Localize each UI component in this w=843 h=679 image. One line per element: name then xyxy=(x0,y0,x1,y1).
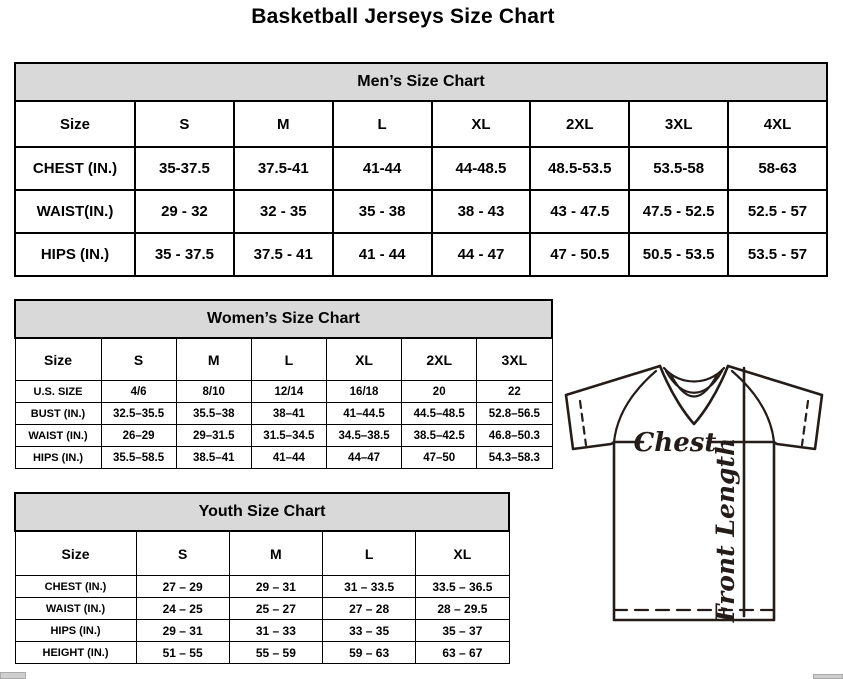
col-header: XL xyxy=(416,531,509,576)
cell: 29 – 31 xyxy=(136,620,229,642)
col-header: 2XL xyxy=(402,338,477,381)
cell: 38.5–42.5 xyxy=(402,425,477,447)
cell: 32.5–35.5 xyxy=(101,403,176,425)
left-cuff-stitch xyxy=(580,401,586,445)
row-label: U.S. SIZE xyxy=(15,381,101,403)
cell: 27 – 29 xyxy=(136,576,229,598)
col-header: 4XL xyxy=(728,101,827,147)
row-label: HIPS (IN.) xyxy=(15,620,136,642)
cell: 44-48.5 xyxy=(432,147,531,190)
col-header: L xyxy=(333,101,432,147)
cell: 35 – 37 xyxy=(416,620,509,642)
col-header: XL xyxy=(432,101,531,147)
cell: 44–47 xyxy=(326,447,401,469)
jersey-measurement-diagram xyxy=(556,358,838,630)
cell: 41 - 44 xyxy=(333,233,432,276)
table-row xyxy=(15,403,552,425)
cell: 29 - 32 xyxy=(135,190,234,233)
cell: 38.5–41 xyxy=(176,447,251,469)
cell: 33 – 35 xyxy=(323,620,416,642)
cell: 53.5 - 57 xyxy=(728,233,827,276)
horizontal-scrollbar-fragment-left[interactable] xyxy=(0,672,26,679)
cell: 32 - 35 xyxy=(234,190,333,233)
cell: 8/10 xyxy=(176,381,251,403)
cell: 34.5–38.5 xyxy=(326,425,401,447)
col-header: M xyxy=(229,531,322,576)
table-row xyxy=(15,190,827,233)
col-header: S xyxy=(101,338,176,381)
row-label: HIPS (IN.) xyxy=(15,447,101,469)
table-row xyxy=(15,233,827,276)
cell: 29–31.5 xyxy=(176,425,251,447)
page-title: Basketball Jerseys Size Chart xyxy=(251,5,555,28)
table-row xyxy=(15,576,509,598)
cell: 51 – 55 xyxy=(136,642,229,664)
col-header-size: Size xyxy=(15,531,136,576)
col-header: XL xyxy=(326,338,401,381)
cell: 53.5-58 xyxy=(629,147,728,190)
row-label: HEIGHT (IN.) xyxy=(15,642,136,664)
cell: 52.5 - 57 xyxy=(728,190,827,233)
right-cuff-stitch xyxy=(802,401,808,445)
cell: 20 xyxy=(402,381,477,403)
cell: 16/18 xyxy=(326,381,401,403)
cell: 38–41 xyxy=(251,403,326,425)
row-label: HIPS (IN.) xyxy=(15,233,135,276)
cell: 31 – 33 xyxy=(229,620,322,642)
cell: 48.5-53.5 xyxy=(530,147,629,190)
row-label: CHEST (IN.) xyxy=(15,147,135,190)
cell: 38 - 43 xyxy=(432,190,531,233)
row-label: WAIST (IN.) xyxy=(15,598,136,620)
col-header: L xyxy=(323,531,416,576)
cell: 63 – 67 xyxy=(416,642,509,664)
table-row xyxy=(15,147,827,190)
cell: 47 - 50.5 xyxy=(530,233,629,276)
cell: 31.5–34.5 xyxy=(251,425,326,447)
cell: 59 – 63 xyxy=(323,642,416,664)
cell: 37.5-41 xyxy=(234,147,333,190)
cell: 33.5 – 36.5 xyxy=(416,576,509,598)
cell: 41-44 xyxy=(333,147,432,190)
col-header: M xyxy=(234,101,333,147)
mens-table-title: Men’s Size Chart xyxy=(15,63,827,101)
cell: 41–44.5 xyxy=(326,403,401,425)
cell: 58-63 xyxy=(728,147,827,190)
cell: 37.5 - 41 xyxy=(234,233,333,276)
womens-size-table xyxy=(14,299,553,469)
chest-label: Chest xyxy=(633,428,717,458)
cell: 44 - 47 xyxy=(432,233,531,276)
table-row xyxy=(15,598,509,620)
youth-size-table xyxy=(14,492,510,664)
cell: 50.5 - 53.5 xyxy=(629,233,728,276)
cell: 22 xyxy=(477,381,552,403)
col-header: S xyxy=(135,101,234,147)
cell: 4/6 xyxy=(101,381,176,403)
youth-table-title: Youth Size Chart xyxy=(15,493,509,531)
table-row xyxy=(15,620,509,642)
cell: 35 - 38 xyxy=(333,190,432,233)
front-length-label: Front Length xyxy=(711,437,740,623)
col-header: 3XL xyxy=(629,101,728,147)
cell: 12/14 xyxy=(251,381,326,403)
table-row xyxy=(15,425,552,447)
cell: 24 – 25 xyxy=(136,598,229,620)
cell: 28 – 29.5 xyxy=(416,598,509,620)
col-header: L xyxy=(251,338,326,381)
col-header: M xyxy=(176,338,251,381)
cell: 31 – 33.5 xyxy=(323,576,416,598)
col-header: 3XL xyxy=(477,338,552,381)
cell: 44.5–48.5 xyxy=(402,403,477,425)
col-header: 2XL xyxy=(530,101,629,147)
row-label: BUST (IN.) xyxy=(15,403,101,425)
cell: 55 – 59 xyxy=(229,642,322,664)
cell: 41–44 xyxy=(251,447,326,469)
jersey-outline xyxy=(566,366,822,620)
womens-table-title: Women’s Size Chart xyxy=(15,300,552,338)
table-row xyxy=(15,642,509,664)
cell: 27 – 28 xyxy=(323,598,416,620)
table-row xyxy=(15,447,552,469)
cell: 54.3–58.3 xyxy=(477,447,552,469)
cell: 47–50 xyxy=(402,447,477,469)
row-label: WAIST(IN.) xyxy=(15,190,135,233)
cell: 35.5–38 xyxy=(176,403,251,425)
cell: 43 - 47.5 xyxy=(530,190,629,233)
cell: 52.8–56.5 xyxy=(477,403,552,425)
cell: 35.5–58.5 xyxy=(101,447,176,469)
horizontal-scrollbar-fragment-right[interactable] xyxy=(813,674,843,679)
cell: 29 – 31 xyxy=(229,576,322,598)
cell: 25 – 27 xyxy=(229,598,322,620)
cell: 35-37.5 xyxy=(135,147,234,190)
col-header-size: Size xyxy=(15,101,135,147)
cell: 47.5 - 52.5 xyxy=(629,190,728,233)
mens-size-table xyxy=(14,62,828,277)
col-header-size: Size xyxy=(15,338,101,381)
row-label: CHEST (IN.) xyxy=(15,576,136,598)
table-row xyxy=(15,381,552,403)
cell: 26–29 xyxy=(101,425,176,447)
row-label: WAIST (IN.) xyxy=(15,425,101,447)
cell: 35 - 37.5 xyxy=(135,233,234,276)
cell: 46.8–50.3 xyxy=(477,425,552,447)
col-header: S xyxy=(136,531,229,576)
